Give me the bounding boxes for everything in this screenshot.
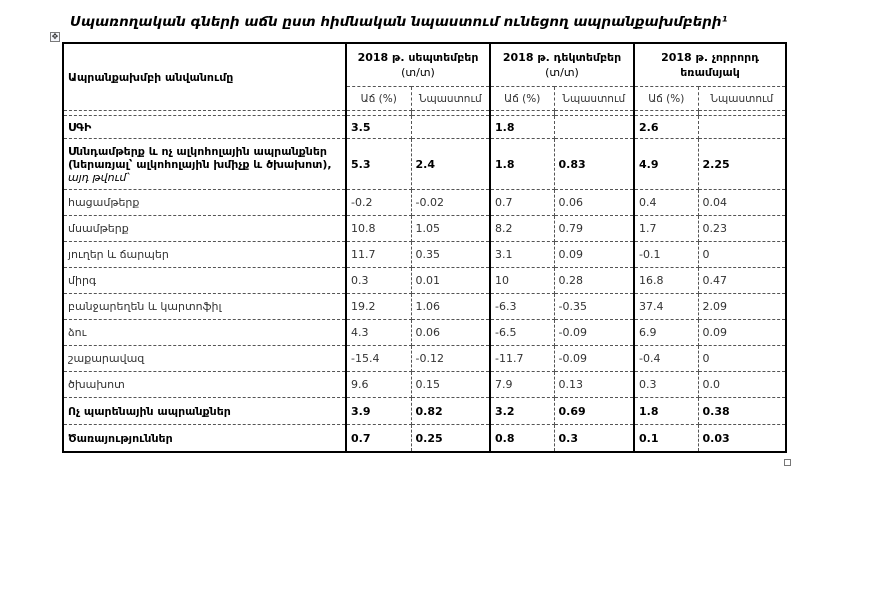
cell-contribution: 0.35 (411, 242, 490, 268)
row-label-text: շաքարավազ (68, 352, 145, 365)
cell-contribution (411, 116, 490, 139)
cell-growth: 3.9 (346, 398, 411, 425)
row-label (63, 294, 346, 320)
cell-growth: 2.6 (634, 116, 698, 139)
subheader-contribution: Նպաստում (411, 87, 490, 111)
row-label (63, 425, 346, 453)
cell-growth: 19.2 (346, 294, 411, 320)
table-row (63, 294, 786, 320)
row-label (63, 216, 346, 242)
cell-growth: -11.7 (490, 346, 554, 372)
cell-contribution: -0.09 (554, 346, 634, 372)
cell-contribution: 0.3 (554, 425, 634, 453)
cell-contribution: 0 (698, 346, 786, 372)
cell-contribution: 0 (698, 242, 786, 268)
row-label (63, 139, 346, 190)
cell-growth: 1.8 (490, 139, 554, 190)
cell-contribution (698, 116, 786, 139)
cell-contribution: 0.82 (411, 398, 490, 425)
cell-growth: 0.1 (634, 425, 698, 453)
cell-growth: -0.1 (634, 242, 698, 268)
cell-contribution: 0.04 (698, 190, 786, 216)
cell-contribution: 0.0 (698, 372, 786, 398)
row-label-text: Սննդամթերք և ոչ ալկոհոլային ապրանքներ (ներառյալ՝ ալկոհոլային խմիչք և ծխախոտ), (68, 144, 332, 171)
table-row (63, 216, 786, 242)
cell-growth: 1.7 (634, 216, 698, 242)
table-row (63, 320, 786, 346)
row-label (63, 116, 346, 139)
contribution-table (62, 42, 787, 453)
cell-growth: 4.3 (346, 320, 411, 346)
row-label-text: ձու (68, 326, 87, 339)
cell-contribution: 1.05 (411, 216, 490, 242)
cell-contribution: 0.79 (554, 216, 634, 242)
row-label-text: Ոչ պարենային ապրանքներ (68, 404, 231, 418)
cell-contribution: 0.38 (698, 398, 786, 425)
cell-growth: 10.8 (346, 216, 411, 242)
cell-contribution: 0.06 (554, 190, 634, 216)
table-move-handle-icon[interactable]: ✥ (51, 32, 59, 41)
table-row (63, 398, 786, 425)
cell-contribution: -0.12 (411, 346, 490, 372)
cell-contribution: 0.69 (554, 398, 634, 425)
cell-contribution: 0.83 (554, 139, 634, 190)
table-row (63, 116, 786, 139)
cell-contribution: 0.13 (554, 372, 634, 398)
cell-contribution: 0.15 (411, 372, 490, 398)
table-header-row (63, 43, 786, 87)
cell-contribution: 0.23 (698, 216, 786, 242)
table-resize-handle[interactable] (784, 459, 791, 466)
cell-contribution: 0.47 (698, 268, 786, 294)
cell-growth: 5.3 (346, 139, 411, 190)
header-period-dec (490, 43, 634, 87)
row-label-note: այդ թվում՝ (68, 170, 129, 184)
cell-growth: 9.6 (346, 372, 411, 398)
cell-contribution: 0.01 (411, 268, 490, 294)
cell-contribution (554, 116, 634, 139)
cell-growth: -15.4 (346, 346, 411, 372)
period-unit: (տ/տ) (545, 66, 579, 79)
cell-growth: 8.2 (490, 216, 554, 242)
row-label-text: բանջարեղեն և կարտոֆիլ (68, 300, 222, 313)
cell-growth: 0.8 (490, 425, 554, 453)
cell-growth: 7.9 (490, 372, 554, 398)
table-row (63, 346, 786, 372)
table-row (63, 139, 786, 190)
cell-contribution: 0.28 (554, 268, 634, 294)
cell-growth: 37.4 (634, 294, 698, 320)
cell-contribution: -0.09 (554, 320, 634, 346)
row-label (63, 372, 346, 398)
period-unit: եռամսյակ (680, 66, 740, 79)
cell-growth: 11.7 (346, 242, 411, 268)
row-label (63, 242, 346, 268)
row-label-text: ՍԳԻ (68, 120, 92, 134)
row-label (63, 190, 346, 216)
header-period-q4 (634, 43, 786, 87)
table-row (63, 268, 786, 294)
header-period-sep (346, 43, 490, 87)
subheader-contribution: Նպաստում (698, 87, 786, 111)
cell-growth: 4.9 (634, 139, 698, 190)
subheader-growth: Աճ (%) (634, 87, 698, 111)
document-title: Սպառողական գների աճն ըստ հիմնական նպաստում ունեցող ապրանքախմբերի¹ (70, 14, 728, 30)
cell-contribution: 2.09 (698, 294, 786, 320)
cell-contribution: -0.02 (411, 190, 490, 216)
row-label-text: յուղեր և ճարպեր (68, 248, 169, 261)
table-row (63, 190, 786, 216)
header-name-column: Ապրանքախմբի անվանումը (63, 43, 346, 111)
cell-growth: 3.2 (490, 398, 554, 425)
cell-growth: -6.3 (490, 294, 554, 320)
row-label (63, 346, 346, 372)
row-label-text: Ծառայություններ (68, 431, 173, 445)
table-row (63, 242, 786, 268)
cell-contribution: 0.03 (698, 425, 786, 453)
row-label-text: ծխախոտ (68, 378, 125, 391)
cell-growth: 0.7 (346, 425, 411, 453)
cell-growth: 0.4 (634, 190, 698, 216)
cell-contribution: 0.25 (411, 425, 490, 453)
cell-growth: -0.2 (346, 190, 411, 216)
subheader-growth: Աճ (%) (346, 87, 411, 111)
cell-growth: 0.3 (346, 268, 411, 294)
subheader-growth: Աճ (%) (490, 87, 554, 111)
row-label-text: մսամթերք (68, 222, 129, 235)
cell-growth: -6.5 (490, 320, 554, 346)
cell-contribution: 2.4 (411, 139, 490, 190)
row-label-text: միրգ (68, 274, 97, 287)
cell-contribution: 2.25 (698, 139, 786, 190)
period-label: 2018 թ. սեպտեմբեր (357, 51, 479, 64)
table-row (63, 372, 786, 398)
cell-contribution: 0.09 (698, 320, 786, 346)
cell-growth: 16.8 (634, 268, 698, 294)
cell-growth: 6.9 (634, 320, 698, 346)
cell-growth: 10 (490, 268, 554, 294)
cell-contribution: -0.35 (554, 294, 634, 320)
cell-growth: 1.8 (490, 116, 554, 139)
subheader-contribution: Նպաստում (554, 87, 634, 111)
cell-growth: 3.5 (346, 116, 411, 139)
cell-contribution: 0.06 (411, 320, 490, 346)
row-label (63, 320, 346, 346)
cell-contribution: 0.09 (554, 242, 634, 268)
table-row (63, 425, 786, 453)
period-label: 2018 թ. չորրորդ (661, 51, 759, 64)
period-unit: (տ/տ) (401, 66, 435, 79)
cell-growth: 0.7 (490, 190, 554, 216)
cell-growth: 1.8 (634, 398, 698, 425)
period-label: 2018 թ. դեկտեմբեր (502, 51, 622, 64)
cell-growth: 3.1 (490, 242, 554, 268)
row-label (63, 268, 346, 294)
cell-growth: 0.3 (634, 372, 698, 398)
cell-contribution: 1.06 (411, 294, 490, 320)
row-label (63, 398, 346, 425)
row-label-text: հացամթերք (68, 196, 140, 209)
cell-growth: -0.4 (634, 346, 698, 372)
